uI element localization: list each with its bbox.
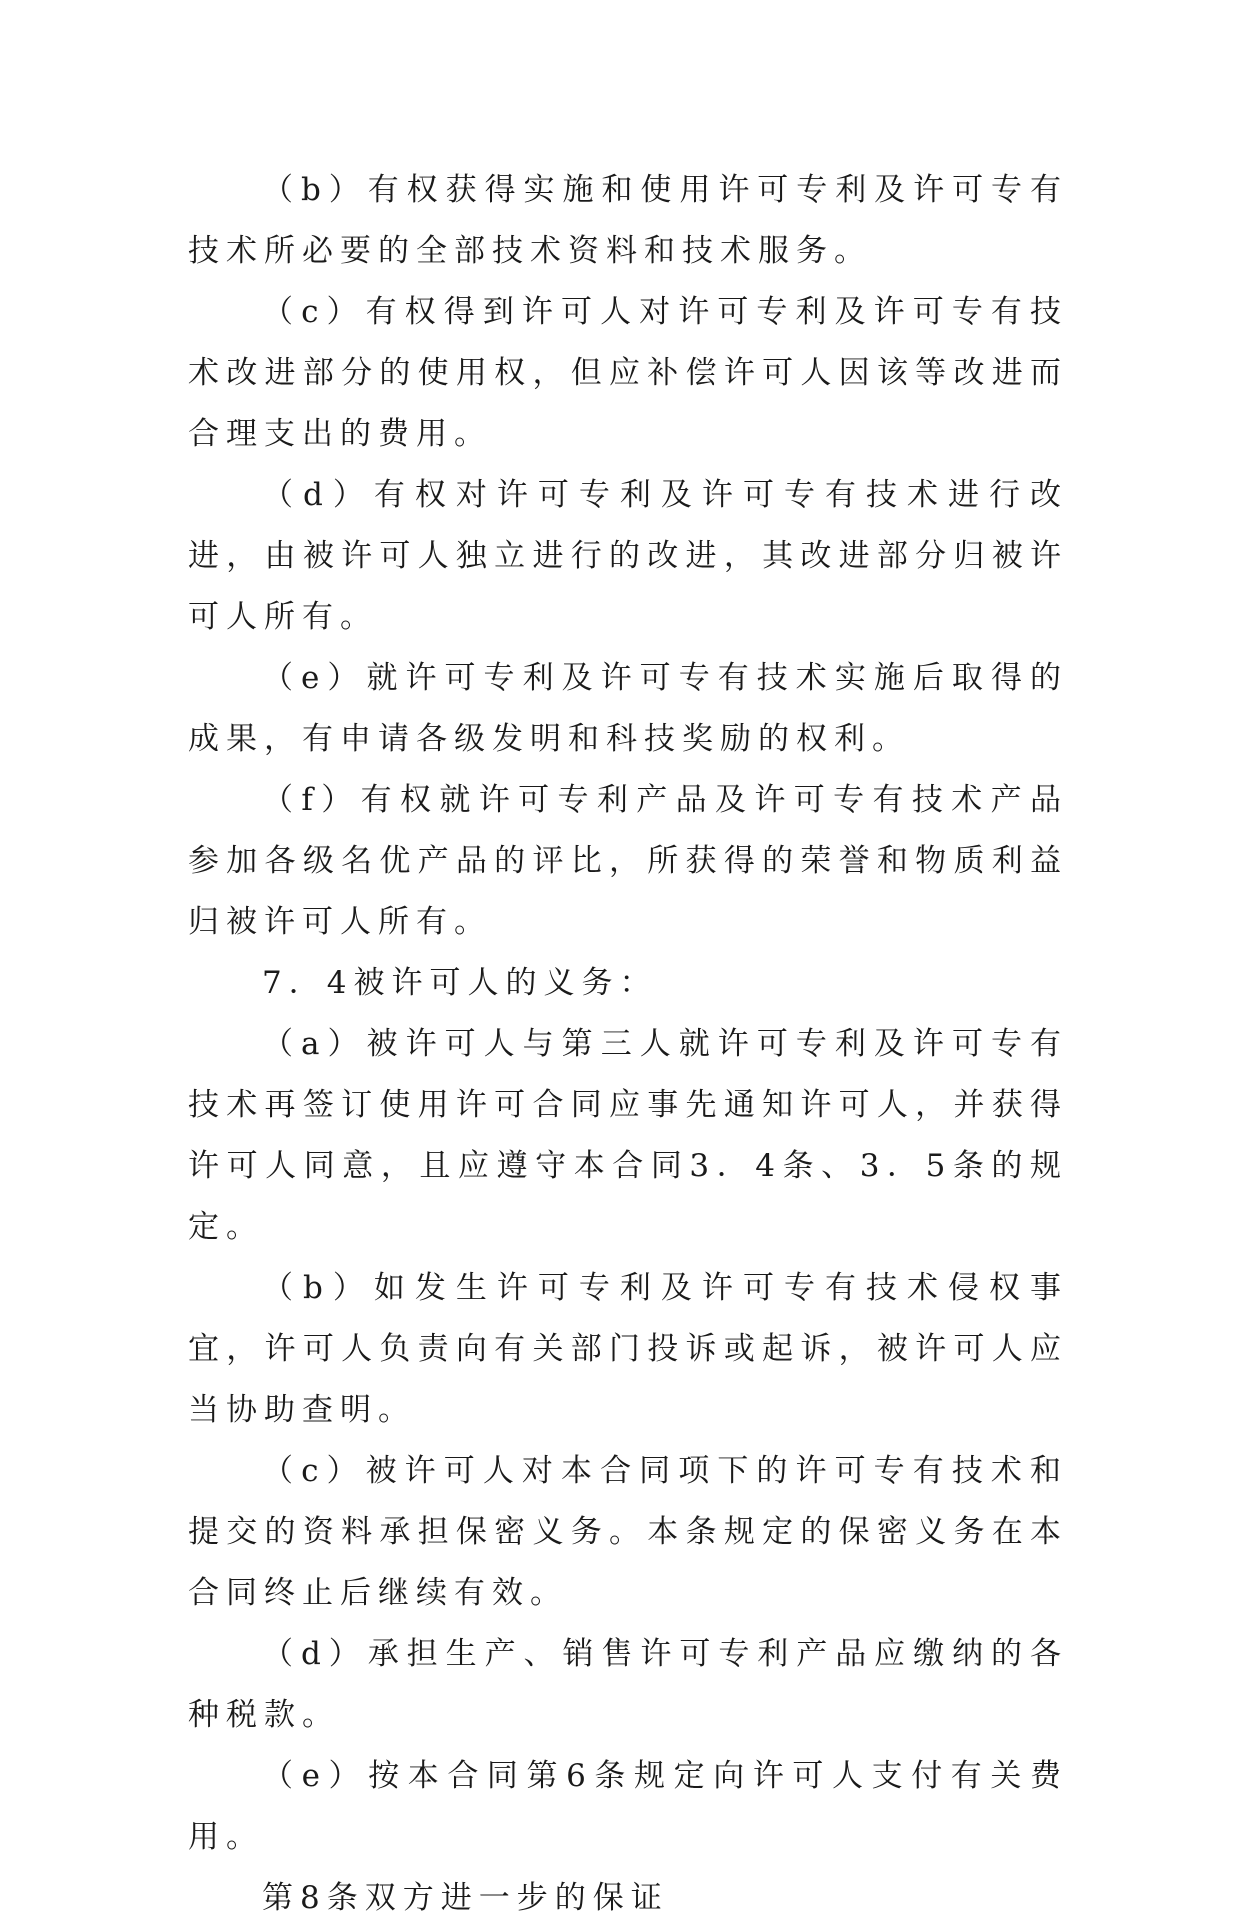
paragraph-c-rights: （c）有权得到许可人对许可专利及许可专有技术改进部分的使用权，但应补偿许可人因该等改进而合理支出的费用。 (188, 294, 1068, 452)
section-heading-7-4: 7．4被许可人的义务： (262, 965, 658, 1001)
document-body (188, 160, 1068, 1929)
paragraph-e-obligations: （e）按本合同第6条规定向许可人支付有关费用。 (188, 1758, 1068, 1855)
paragraph-f-rights: （f）有权就许可专利产品及许可专有技术产品参加各级名优产品的评比，所获得的荣誉和物质利益归被许可人所有。 (188, 782, 1068, 940)
paragraph-c-obligations: （c）被许可人对本合同项下的许可专有技术和提交的资料承担保密义务。本条规定的保密义务在本合同终止后继续有效。 (188, 1453, 1068, 1611)
paragraph-b-obligations: （b）如发生许可专利及许可专有技术侵权事宜，许可人负责向有关部门投诉或起诉，被许可人应当协助查明。 (188, 1270, 1068, 1428)
section-heading-article-8: 第8条双方进一步的保证 (262, 1880, 669, 1916)
paragraph-e-rights: （e）就许可专利及许可专有技术实施后取得的成果，有申请各级发明和科技奖励的权利。 (188, 660, 1068, 757)
paragraph-a-obligations: （a）被许可人与第三人就许可专利及许可专有技术再签订使用许可合同应事先通知许可人，并获得许可人同意，且应遵守本合同3．4条、3．5条的规定。 (188, 1026, 1068, 1245)
paragraph-b-rights: （b）有权获得实施和使用许可专利及许可专有技术所必要的全部技术资料和技术服务。 (188, 172, 1068, 269)
paragraph-d-obligations: （d）承担生产、销售许可专利产品应缴纳的各种税款。 (188, 1636, 1068, 1733)
paragraph-d-rights: （d）有权对许可专利及许可专有技术进行改进，由被许可人独立进行的改进，其改进部分归被许可人所有。 (188, 477, 1068, 635)
